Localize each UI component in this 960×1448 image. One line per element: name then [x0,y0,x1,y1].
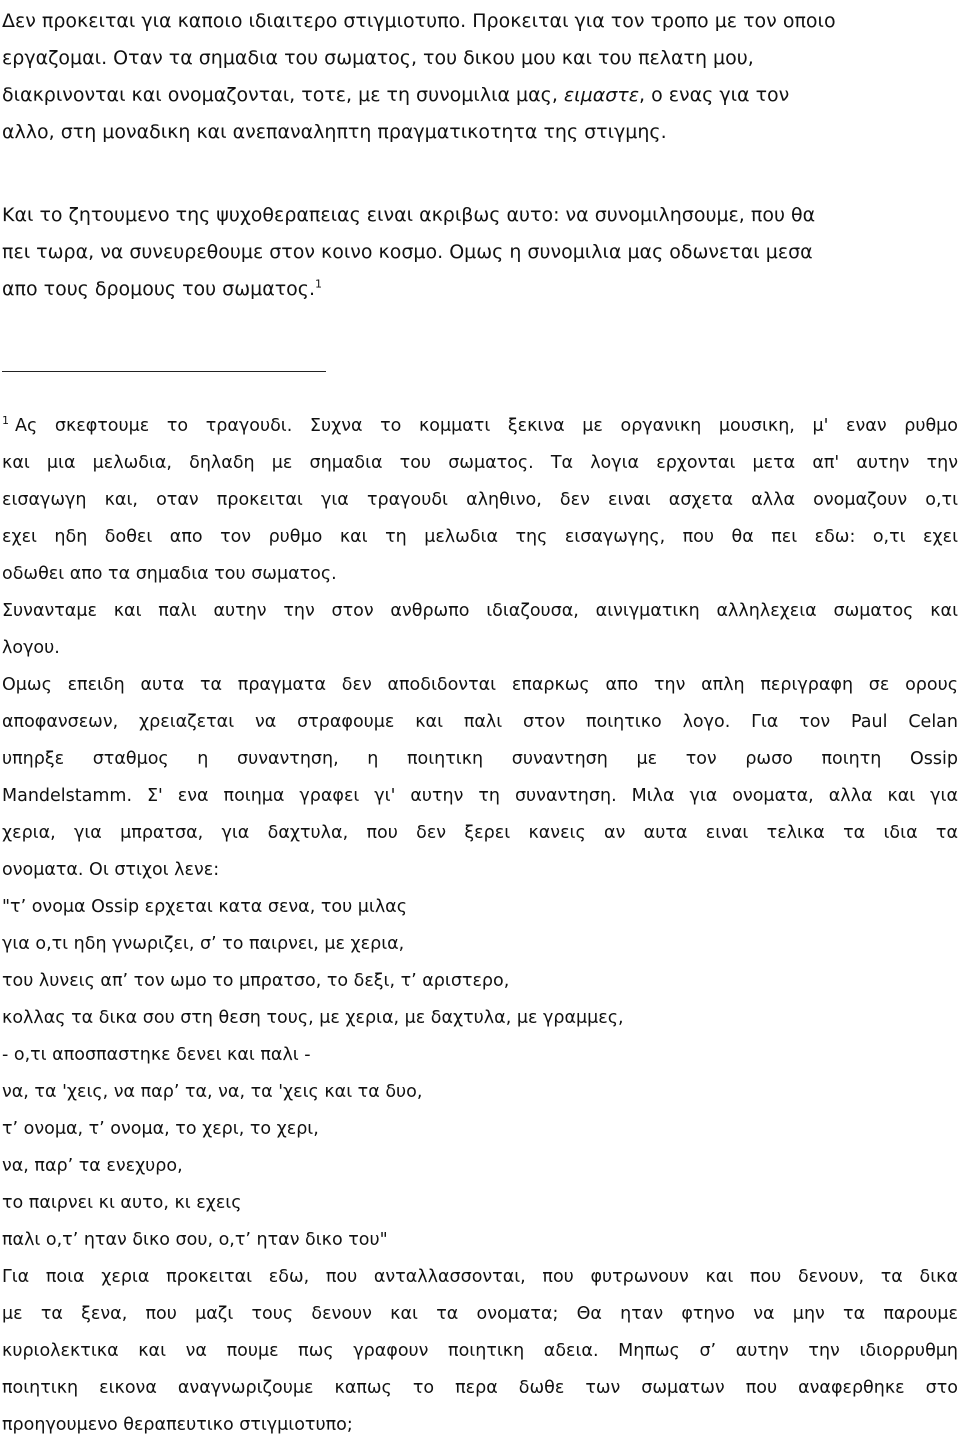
text-line: αποφανσεων, χρειαζεται να στραφουμε και παλι στον ποιητικο λογο. Για τον Paul Celan [2,712,958,732]
footnote-mark: 1 [2,414,9,428]
text-line: χερια, για μπρατσα, για δαχτυλα, που δεν ξερει κανεις αν αυτα ειναι τελικα τα ιδια τα [2,823,958,843]
text-line: εργαζομαι. Οταν τα σημαδια του σωματος, του δικου μου και του πελατη μου, [2,47,754,69]
text-line: με τα ξενα, που μαζι τους δενουν και τα ονοματα; Θα ηταν φτηνο να μην τα παρουμε [2,1304,958,1324]
text-line: και μια μελωδια, δηλαδη με σημαδια του σωματος. Τα λογια ερχονται μετα απ' αυτην την [2,453,958,473]
poem-line: το παιρνει κι αυτο, κι εχεις [2,1193,242,1213]
paragraph-psychotherapy [2,197,958,308]
text-segment: διακρινονται και ονομαζονται, τοτε, με τη συνομιλια μας, [2,84,564,106]
text-line: Δεν προκειται για καποιο ιδιαιτερο στιγμιοτυπο. Προκειται για τον τροπο με τον οποιο [2,10,836,32]
text-line: εισαγωγη και, οταν προκειται για τραγουδι αληθινο, δεν ειναι ασχετα αλλα ονομαζουν ο,τι [2,490,958,510]
text-line: εχει ηδη δοθει απο τον ρυθμο και τη μελωδια της εισαγωγης, που θα πει εδω: ο,τι εχει [2,527,958,547]
footnote-text [2,408,958,1444]
text-line [2,271,958,308]
poem-line: να, τα 'χεις, να παρ’ τα, να, τα 'χεις και τα δυο, [2,1082,423,1102]
poem-line: για ο,τι ηδη γνωριζει, σ’ το παιρνει, με χερια, [2,934,405,954]
text-line: Και το ζητουμενο της ψυχοθεραπειας ειναι ακριβως αυτο: να συνομιλησουμε, που θα [2,204,816,226]
poem-line: να, παρ’ τα ενεχυρο, [2,1156,183,1176]
text-line: πει τωρα, να συνευρεθουμε στον κοινο κοσμο. Ομως η συνομιλια μας οδωνεται μεσα [2,241,813,263]
text-line: υπηρξε σταθμος η συναντηση, η ποιητικη συναντηση με τον ρωσο ποιητη Ossip [2,749,958,769]
text-line [2,77,958,114]
text-line: αλλο, στη μοναδικη και ανεπαναληπτη πραγματικοτητα της στιγμης. [2,121,667,143]
text-segment: Ας σκεφτουμε το τραγουδι. Συχνα το κομματι ξεκινα με οργανικη μουσικη, μ' εναν ρυθμο [15,416,958,436]
text-line: ποιητικη εικονα αναγνωριζουμε καπως το περα δωθε των σωματων που αναφερθηκε στο [2,1378,958,1398]
poem-line: - ο,τι αποσπαστηκε δενει και παλι - [2,1045,311,1065]
text-line: οδωθει απο τα σημαδια του σωματος. [2,564,337,584]
text-line: Συνανταμε και παλι αυτην την στον ανθρωπο ιδιαζουσα, αινιγματικη αλληλεχεια σωματος και [2,601,958,621]
poem-line: παλι ο,τ’ ηταν δικο σου, ο,τ’ ηταν δικο του" [2,1230,388,1250]
text-line [2,408,958,445]
poem-line: "τ’ ονομα Ossip ερχεται κατα σενα, του μιλας [2,897,407,917]
text-line: κυριολεκτικα και να πουμε πως γραφουν ποιητικη αδεια. Μηπως σ’ αυτην την ιδιορρυθμη [2,1341,958,1361]
poem-line: κολλας τα δικα σου στη θεση τους, με χερια, με δαχτυλα, με γραμμες, [2,1008,624,1028]
poem-line: τ’ ονομα, τ’ ονομα, το χερι, το χερι, [2,1119,319,1139]
emphasis-text: ειμαστε [563,84,639,106]
text-line: Ομως επειδη αυτα τα πραγματα δεν αποδιδονται επαρκως απο την απλη περιγραφη σε ορους [2,675,958,695]
text-segment: απο τους δρομους του σωματος. [2,278,315,300]
text-segment: , ο ενας για τον [638,84,790,106]
text-line: Για ποια χερια προκειται εδω, που ανταλλασσονται, που φυτρωνουν και που δενουν, τα δικα [2,1267,958,1287]
text-line: προηγουμενο θεραπευτικο στιγμιοτυπο; [2,1415,353,1435]
footnote-reference: 1 [315,277,322,291]
text-line: ονοματα. Οι στιχοι λενε: [2,860,220,880]
poem-line: του λυνεις απ’ τον ωμο το μπρατσο, το δεξι, τ’ αριστερο, [2,971,510,991]
paragraph-intro [2,3,958,151]
footnote-separator [2,371,326,372]
text-line: Mandelstamm. Σ' ενα ποιημα γραφει γι' αυτην τη συναντηση. Μιλα για ονοματα, αλλα και για [2,786,958,806]
text-line: λογου. [2,638,60,658]
